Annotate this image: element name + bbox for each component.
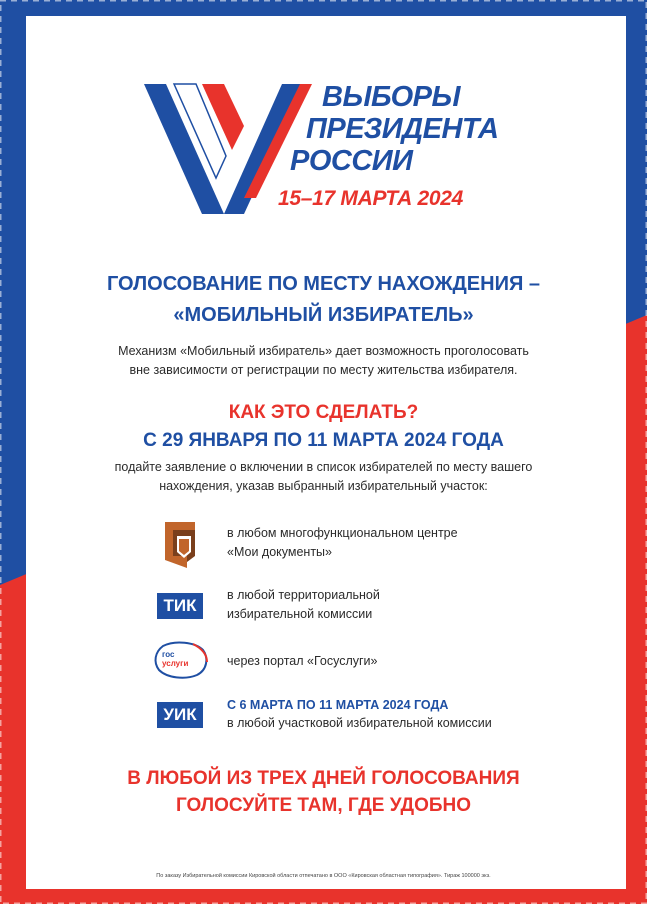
intro-line-2: вне зависимости от регистрации по месту жительства избирателя.	[129, 363, 518, 377]
option-mfc-line-2: «Мои документы»	[227, 545, 332, 559]
logo-title-line-1: ВЫБОРЫ	[322, 81, 460, 113]
tik-badge: ТИК	[157, 593, 203, 619]
logo-title-line-3: РОССИИ	[290, 145, 413, 177]
uik-badge: УИК	[157, 702, 203, 728]
poster-sheet	[26, 16, 626, 889]
final-call-line-1: В ЛЮБОЙ ИЗ ТРЕХ ДНЕЙ ГОЛОСОВАНИЯ	[127, 768, 520, 789]
gosuslugi-icon-text-2: услуги	[162, 659, 189, 668]
final-call-line-2: ГОЛОСУЙТЕ ТАМ, ГДЕ УДОБНО	[175, 795, 472, 816]
option-uik-dates: С 6 МАРТА ПО 11 МАРТА 2024 ГОДА	[227, 698, 449, 712]
mfc-my-documents-icon	[157, 516, 203, 572]
main-heading-line-2: «МОБИЛЬНЫЙ ИЗБИРАТЕЛЬ»	[173, 304, 474, 326]
option-mfc-line-1: в любом многофункциональном центре	[227, 526, 458, 540]
option-tik-line-2: избирательной комиссии	[227, 607, 373, 621]
logo-title-line-2: ПРЕЗИДЕНТА	[306, 113, 499, 145]
intro-line-1: Механизм «Мобильный избиратель» дает возможность проголосовать	[118, 344, 529, 358]
gosuslugi-icon-text-1: гос	[162, 650, 175, 659]
gosuslugi-icon	[153, 640, 209, 680]
how-instruction-line-2: нахождения, указав выбранный избирательный участок:	[159, 479, 488, 493]
how-period: С 29 ЯНВАРЯ ПО 11 МАРТА 2024 ГОДА	[143, 430, 504, 451]
how-instruction-line-1: подайте заявление о включении в список избирателей по месту вашего	[114, 460, 533, 474]
logo-dates: 15–17 МАРТА 2024	[278, 187, 464, 210]
option-tik-line-1: в любой территориальной	[227, 588, 380, 602]
imprint-note: По заказу Избирательной комиссии Кировской области отпечатано в ООО «Кировская областная типография». Тираж 100000 экз.	[156, 873, 491, 879]
option-gosuslugi-line-1: через портал «Госуслуги»	[227, 654, 378, 668]
option-uik-line-2: в любой участковой избирательной комиссии	[227, 716, 492, 730]
main-heading-line-1: ГОЛОСОВАНИЕ ПО МЕСТУ НАХОЖДЕНИЯ –	[106, 273, 541, 295]
how-question: КАК ЭТО СДЕЛАТЬ?	[228, 402, 419, 423]
